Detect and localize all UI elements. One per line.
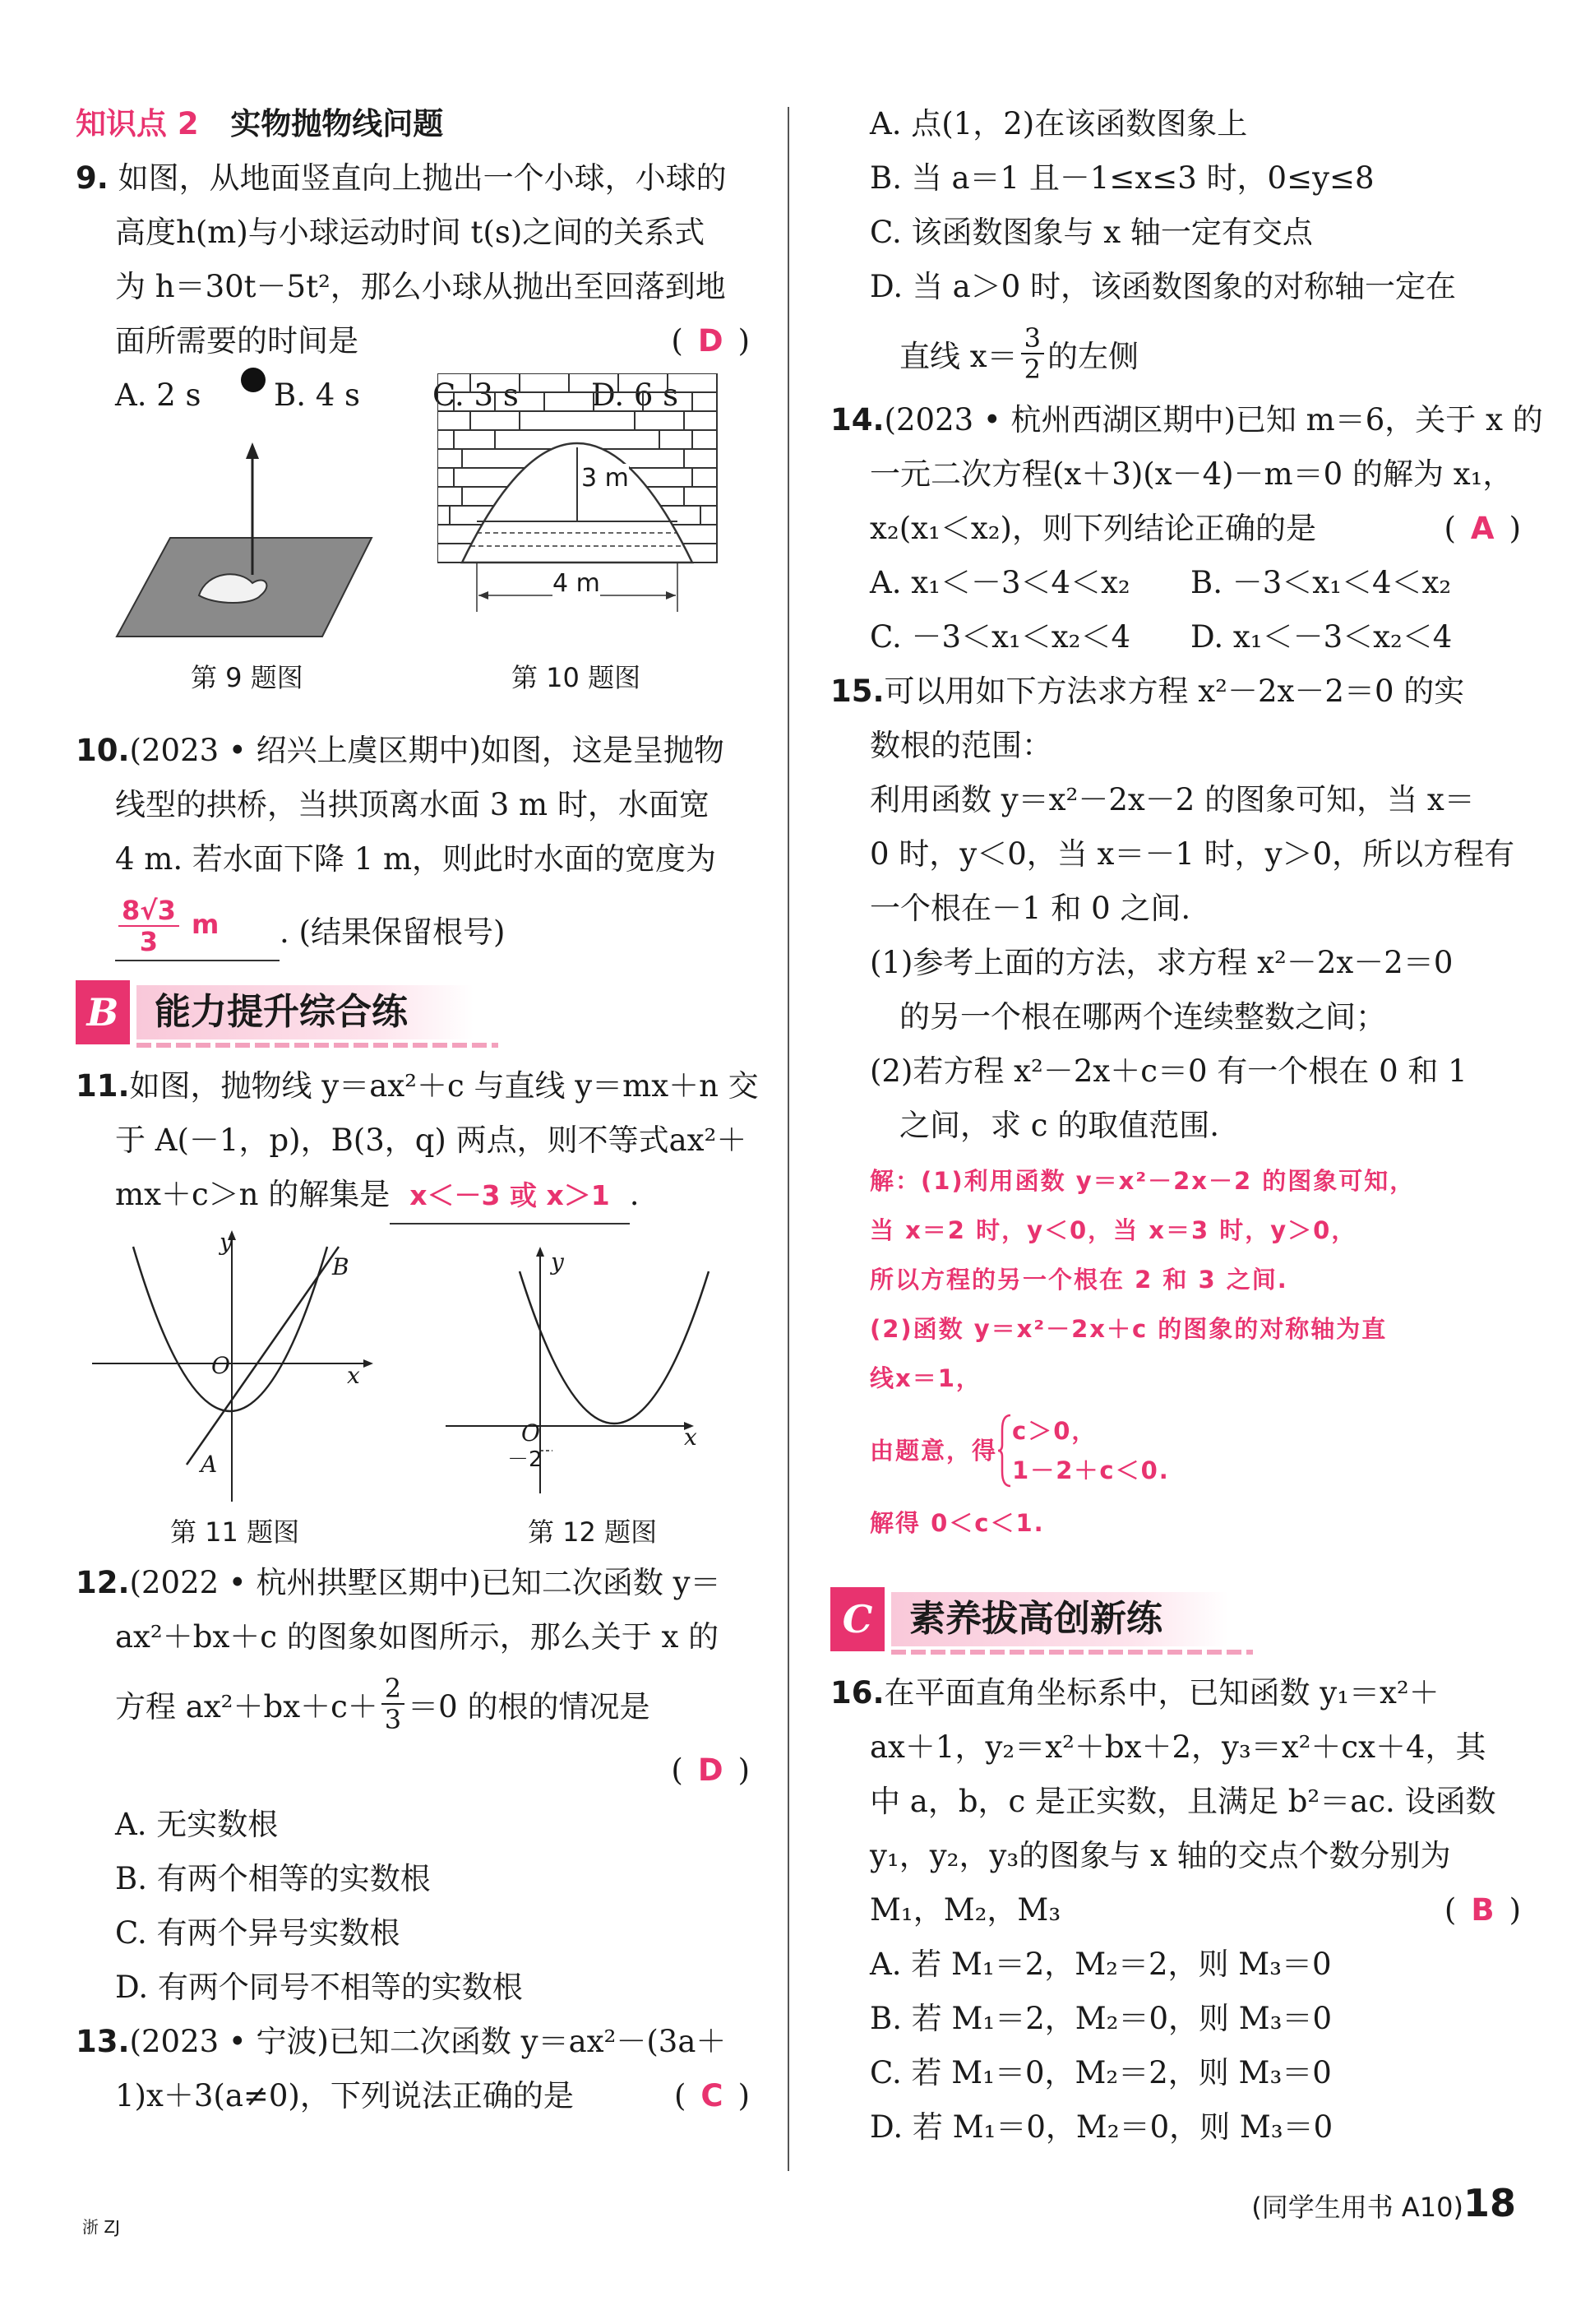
question-13-options: A. 点(1，2)在该函数图象上 B. 当 a＝1 且－1≤x≤3 时，0≤y≤8 C. 该函数图象与 x 轴一定有交点 D. 当 a＞0 时，该函数图象的对称轴一定在 直线 x＝ $\frac{3}{2}$ 的左侧 xyxy=(870,106,1456,385)
question-15: 15.可以用如下方法求方程 x²－2x－2＝0 的实 数根的范围： 利用函数 y＝x²－2x－2 的图象可知，当 x＝ 0 时，y＜0，当 x＝－1 时，y＞0，所以方程有 一个根在－1 和 0 之间. (1)参考上面的方法，求方程 x²－2x－2＝0 的另一个根在哪两个连续整数之间； (2)若方程 x²－2x＋c＝0 有一个根在 0 和 1 之间，求 c 的取值范围. 解：(1)利用函数 y＝x²－2x－2 的图象可知， 当 x＝2 时，y＜0，当 x＝3 时，y＞0， 所以方程的另一个根在 2 和 3 之间. (2)函数 y＝x²－2x＋c 的图象的对称轴为直 线x＝1， 由题意，得 c＞0， 1－2＋c＜0. 解得 0＜c＜1. xyxy=(830,664,1521,1548)
figure-11-caption: 第 11 题图 xyxy=(170,1516,300,1548)
figure-9-caption: 第 9 题图 xyxy=(191,662,303,693)
answer-slot-13: ( C ) xyxy=(673,2078,750,2113)
options-9: A. 2 s B. 4 s C. 3 s D. 6 s xyxy=(115,377,679,413)
answer-slot-14: ( A ) xyxy=(1444,511,1521,546)
section-point-2: 知识点 2 实物抛物线问题 xyxy=(76,106,444,141)
question-14: 14.(2023 • 杭州西湖区期中)已知 m＝6，关于 x 的 一元二次方程(x＋3)(x－4)－m＝0 的解为 x₁， x₂(x₁＜x₂)，则下列结论正确的是 ( A ) A. x₁＜－3＜4＜x₂ B. －3＜x₁＜4＜x₂ C. －3＜x₁＜x₂＜4 D. x₁＜－3＜x₂＜4 xyxy=(830,402,1543,655)
figure-12-caption: 第 12 题图 xyxy=(528,1516,658,1548)
figures-11-12: y x O A B 第 11 题图 y x O －2 第 12 题图 xyxy=(76,1222,750,1551)
answer-slot-12: ( D ) xyxy=(671,1752,750,1788)
answer-10: $\frac{8√3}{3}$ m xyxy=(115,897,280,961)
figure-10-caption: 第 10 题图 xyxy=(511,662,641,693)
question-13: 13.(2023 • 宁波)已知二次函数 y＝ax²－(3a＋ 1)x＋3(a≠0)，下列说法正确的是 ( C ) xyxy=(76,2015,750,2123)
ball-icon xyxy=(237,363,270,396)
answer-slot-9: ( D ) xyxy=(671,323,750,359)
question-10: 10.(2023 • 绍兴上虞区期中)如图，这是呈抛物 线型的拱桥，当拱顶离水面 3 m 时，水面宽 4 m. 若水面下降 1 m，则此时水面的宽度为 $\frac{8√3}{3}$ m . (结果保留根号) xyxy=(76,724,750,972)
question-9: 9. 如图，从地面竖直向上抛出一个小球，小球的 高度h(m)与小球运动时间 t(s)之间的关系式 为 h＝30t－5t²，那么小球从抛出至回落到地 面所需要的时间是 ( D ) A. 2 s B. 4 s C. 3 s D. 6 s xyxy=(76,151,750,423)
right-column xyxy=(830,97,1543,2155)
brace-icon xyxy=(997,1414,1012,1488)
question-12: 12.(2022 • 杭州拱墅区期中)已知二次函数 y＝ ax²＋bx＋c 的图象如图所示，那么关于 x 的 方程 ax²＋bx＋c＋ $\frac{2}{3}$ ＝0 的根的情况是 ( D ) A. 无实数根 B. 有两个相等的实数根 C. 有两个异号实数根 D. 有两个同号不相等的实数根 xyxy=(76,1565,750,2005)
question-16: 16.在平面直角坐标系中，已知函数 y₁＝x²＋ ax＋1，y₂＝x²＋bx＋2，y₃＝x²＋cx＋4，其 中 a，b，c 是正实数，且满足 b²＝ac. 设函数 y₁，y₂，y₃的图象与 x 轴的交点个数分别为 M₁，M₂，M₃ ( B ) A. 若 M₁＝2，M₂＝2，则 M₃＝0 B. 若 M₁＝2，M₂＝0，则 M₃＝0 C. 若 M₁＝0，M₂＝2，则 M₃＝0 D. 若 M₁＝0，M₂＝0，则 M₃＝0 xyxy=(830,1675,1521,2145)
left-column xyxy=(76,97,759,2123)
question-11: 11.如图，抛物线 y＝ax²＋c 与直线 y＝mx＋n 交 于 A(－1，p)，B(3，q) 两点，则不等式ax²＋ mx＋c＞n 的解集是 x＜－3 或 x＞1 . xyxy=(76,1059,750,1222)
figures-9-10 xyxy=(76,423,750,735)
answer-slot-16: ( B ) xyxy=(1444,1892,1521,1928)
solution-15: 解：(1)利用函数 y＝x²－2x－2 的图象可知， 当 x＝2 时，y＜0，当 x＝3 时，y＞0， 所以方程的另一个根在 2 和 3 之间. (2)函数 y＝x²－2x＋c 的图象的对称轴为直 线x＝1， 由题意，得 c＞0， 1－2＋c＜0. 解得 0＜c＜1. xyxy=(870,1167,1416,1537)
footer-region-code: 浙 ZJ xyxy=(82,2217,120,2237)
page-number: 18 xyxy=(1463,2181,1516,2225)
footer-page: (同学生用书 A10)18 xyxy=(1251,2181,1516,2225)
figure-12 xyxy=(446,1230,758,1502)
figure-10-height-label: 3 m xyxy=(581,464,629,493)
banner-b: B 能力提升综合练 xyxy=(76,977,750,1053)
figure-10-width-label: 4 m xyxy=(552,569,600,598)
answer-11: x＜－3 或 x＞1 xyxy=(390,1169,629,1224)
column-divider xyxy=(788,107,789,2171)
banner-c: C 素养拔高创新练 xyxy=(830,1584,1521,1660)
